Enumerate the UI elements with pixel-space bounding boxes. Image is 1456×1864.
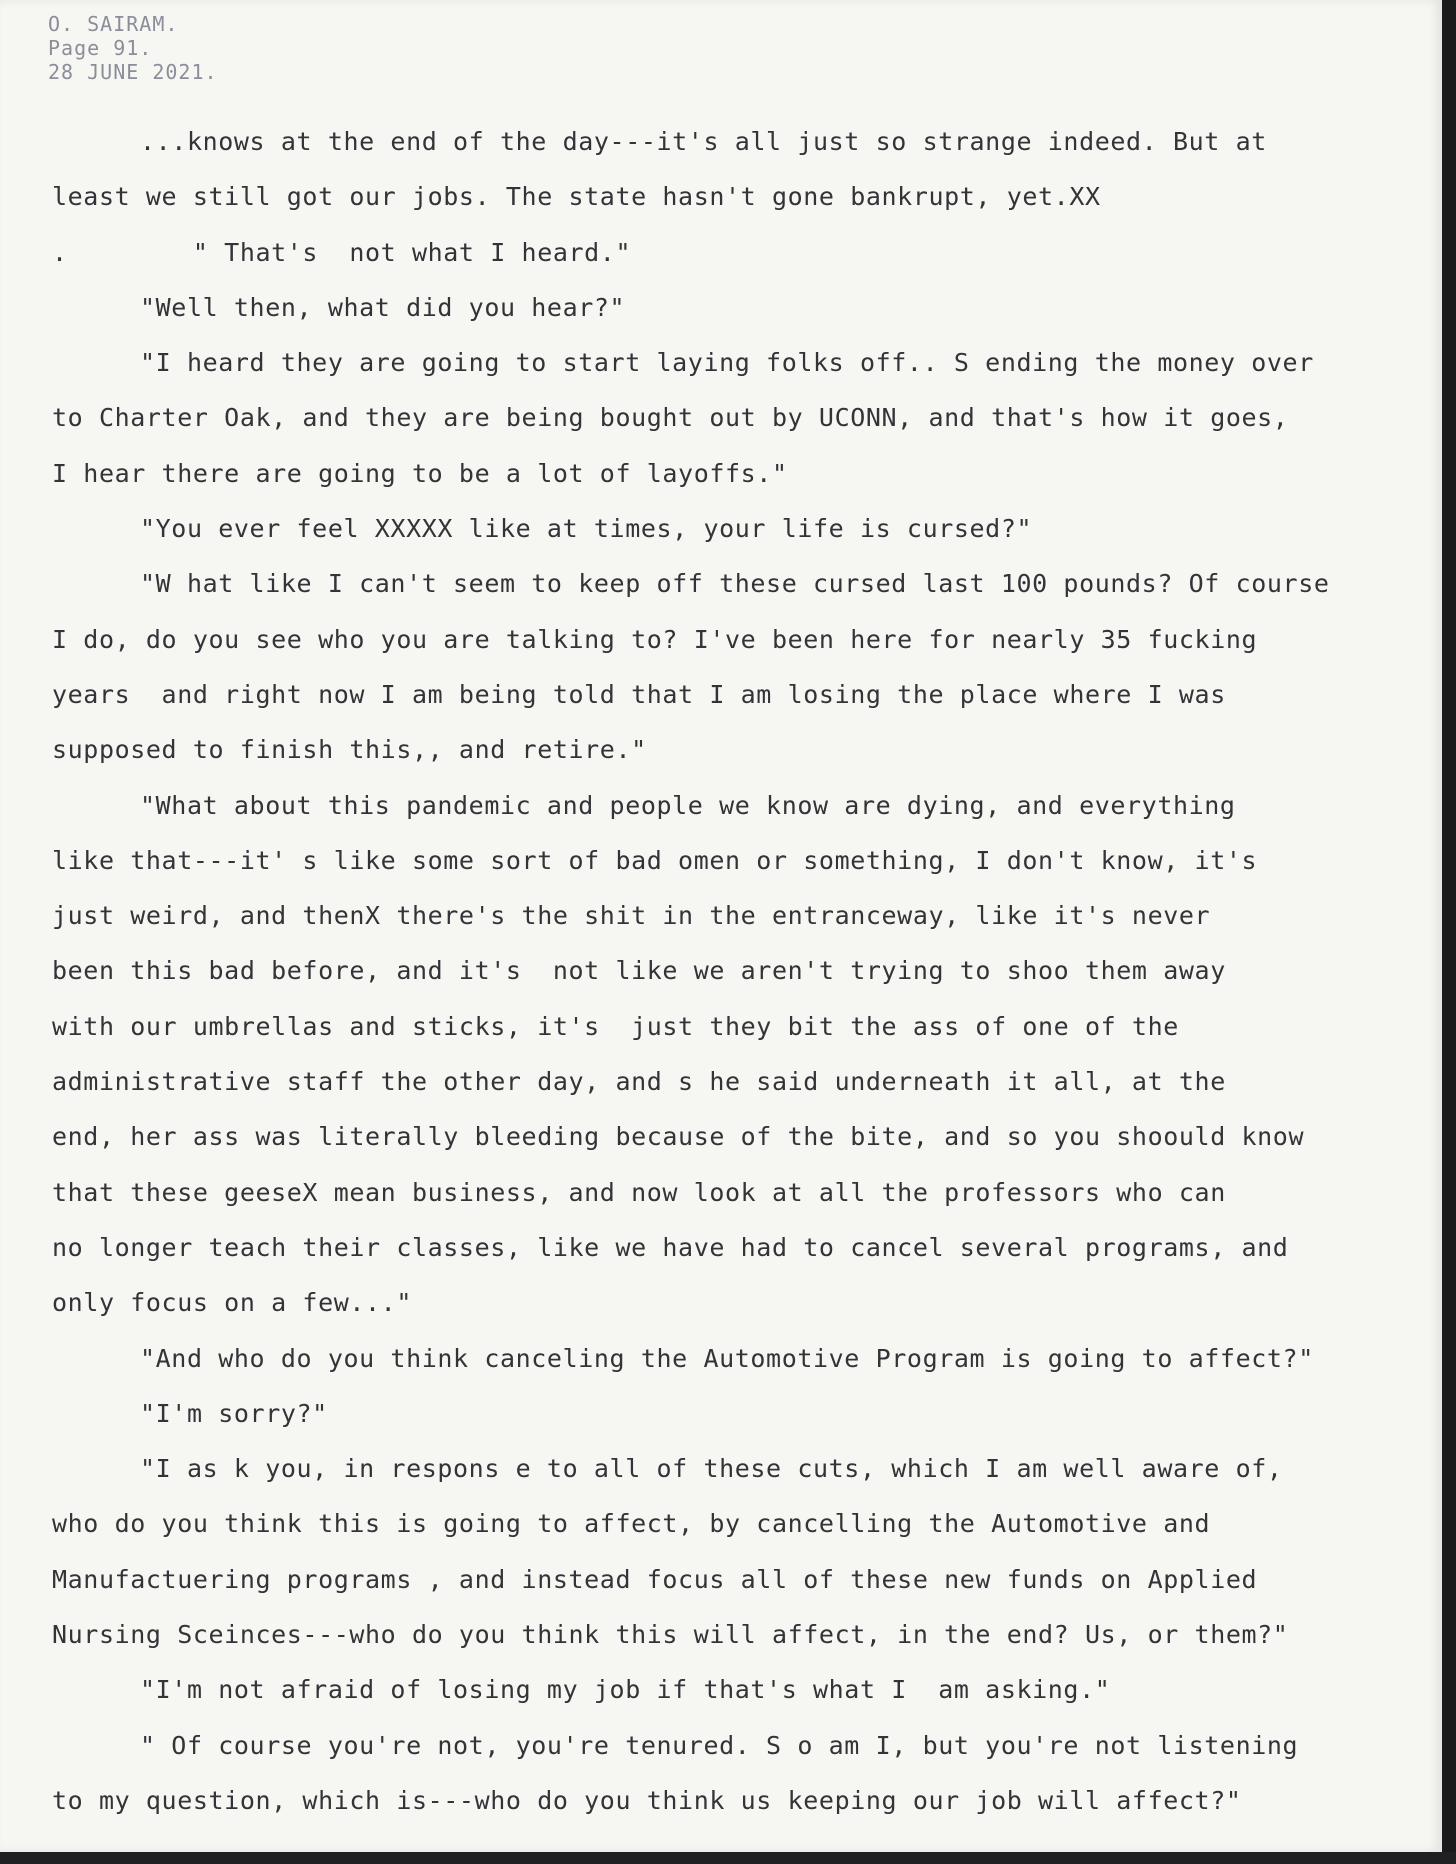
text-line: only focus on a few..." xyxy=(52,1288,412,1318)
page-date: 28 JUNE 2021. xyxy=(48,60,218,84)
text-line: I do, do you see who you are talking to? I've been here for nearly 35 fucking xyxy=(52,624,1258,654)
text-line: Manufactuering programs , and instead focus all of these new funds on Applied xyxy=(52,1564,1258,1594)
text-line: "And who do you think canceling the Automotive Program is going to affect?" xyxy=(140,1343,1314,1373)
text-line: with our umbrellas and sticks, it's just they bit the ass of one of the xyxy=(52,1011,1179,1041)
text-line: supposed to finish this,, and retire." xyxy=(52,735,647,765)
text-line: to Charter Oak, and they are being bought out by UCONN, and that's how it goes, xyxy=(52,403,1289,433)
page-bottom-shadow xyxy=(0,1852,1456,1864)
text-line: least we still got our jobs. The state hasn't gone bankrupt, yet.XX xyxy=(52,182,1101,212)
text-line: ...knows at the end of the day---it's all just so strange indeed. But at xyxy=(140,127,1267,156)
text-line: Nursing Sceinces---who do you think this will affect, in the end? Us, or them?" xyxy=(52,1620,1289,1650)
text-line: "Well then, what did you hear?" xyxy=(140,292,626,322)
text-line: like that---it' s like some sort of bad omen or something, I don't know, it's xyxy=(52,845,1258,875)
text-line: "I as k you, in respons e to all of these cuts, which I am well aware of, xyxy=(140,1454,1283,1484)
manuscript-body xyxy=(52,122,1432,1836)
text-line: who do you think this is going to affect, by cancelling the Automotive and xyxy=(52,1509,1211,1539)
text-line: to my question, which is---who do you think us keeping our job will affect?" xyxy=(52,1785,1242,1815)
text-line: no longer teach their classes, like we have had to cancel several programs, and xyxy=(52,1232,1289,1262)
page-right-shadow xyxy=(1442,0,1456,1864)
text-line: "I'm sorry?" xyxy=(140,1398,328,1428)
page-number: Page 91. xyxy=(48,36,153,60)
text-line: "W hat like I can't seem to keep off these cursed last 100 pounds? Of course xyxy=(140,569,1330,599)
text-line: "You ever feel XXXXX like at times, your life is cursed?" xyxy=(140,514,1033,544)
text-line: I hear there are going to be a lot of layoffs." xyxy=(52,458,788,488)
text-line: that these geeseX mean business, and now look at all the professors who can xyxy=(52,1177,1226,1207)
text-line: administrative staff the other day, and s he said underneath it all, at the xyxy=(52,1067,1226,1097)
text-line: "I heard they are going to start laying folks off.. S ending the money over xyxy=(140,348,1314,378)
text-line: "I'm not afraid of losing my job if that's what I am asking." xyxy=(140,1675,1111,1705)
text-line: end, her ass was literally bleeding because of the bite, and so you shoould know xyxy=(52,1122,1305,1152)
text-line: been this bad before, and it's not like we aren't trying to shoo them away xyxy=(52,956,1226,986)
text-line: years and right now I am being told that I am losing the place where I was xyxy=(52,679,1226,709)
text-line: just weird, and thenX there's the shit in the entranceway, like it's never xyxy=(52,901,1211,931)
text-line: " Of course you're not, you're tenured. S o am I, but you're not listening xyxy=(140,1730,1299,1760)
text-line: "What about this pandemic and people we know are dying, and everything xyxy=(140,790,1236,820)
author-name: O. SAIRAM. xyxy=(48,12,179,36)
page-header xyxy=(48,12,218,84)
text-line: . " That's not what I heard." xyxy=(52,237,632,267)
